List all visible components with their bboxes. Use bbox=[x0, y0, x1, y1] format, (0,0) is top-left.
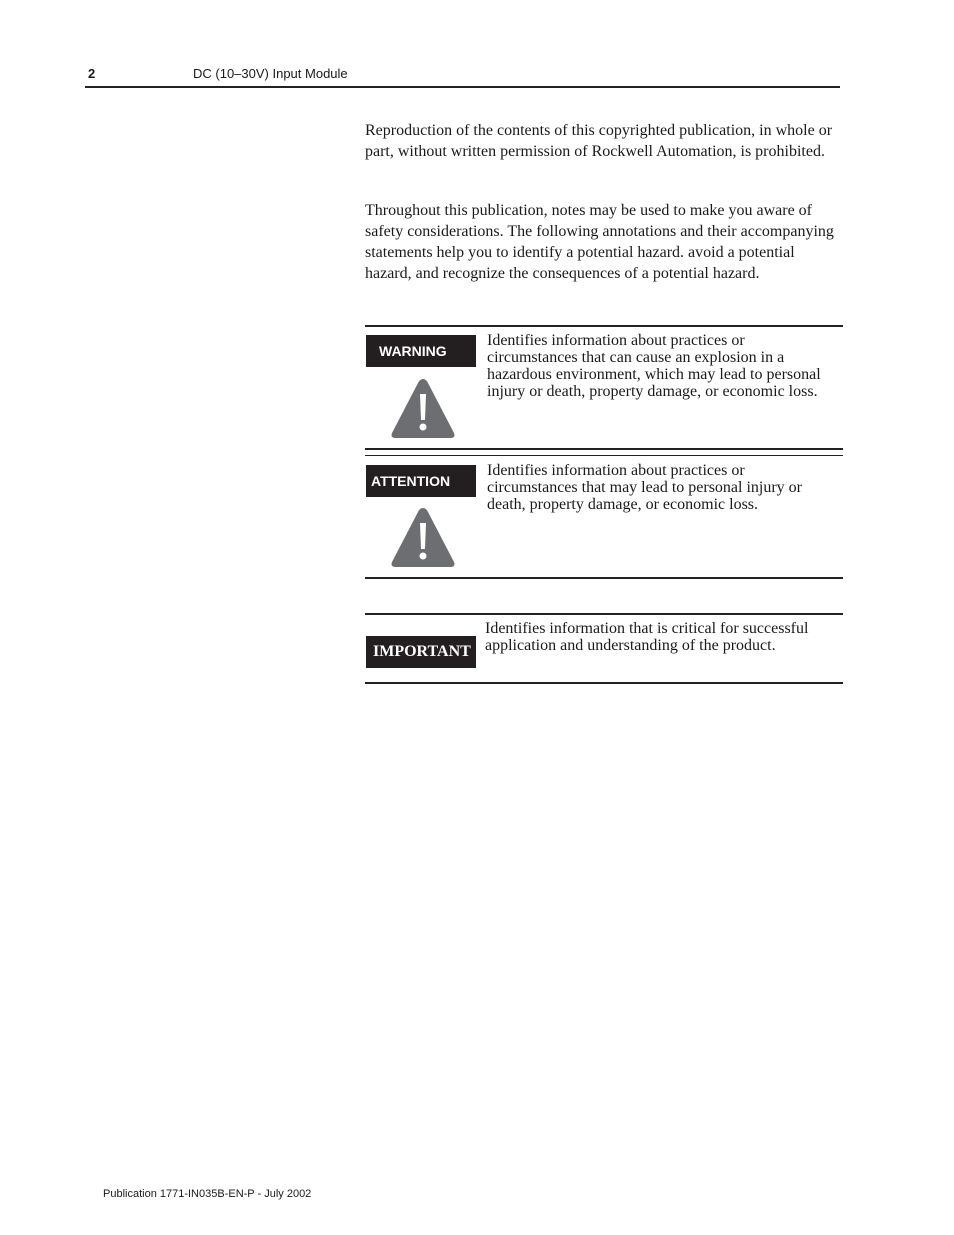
attention-description: Identifies information about practices or circumstances that may lead to personal injury or death, property damage, or economic loss. bbox=[487, 462, 803, 513]
attention-top-rule bbox=[365, 455, 843, 456]
warning-description: Identifies information about practices or circumstances that can cause an explosion in a hazardous environment, which may lead to personal injury or death, property damage, or economic loss. bbox=[487, 332, 821, 400]
important-description: Identifies information that is critical for successful application and understanding of the product. bbox=[485, 620, 809, 654]
important-top-rule bbox=[365, 613, 843, 615]
page-header bbox=[85, 66, 840, 88]
attention-label: ATTENTION bbox=[366, 465, 476, 497]
attention-bottom-rule bbox=[365, 577, 843, 579]
warning-bottom-rule bbox=[365, 448, 843, 450]
warning-top-rule bbox=[365, 325, 843, 327]
running-title: DC (10–30V) Input Module bbox=[193, 66, 348, 81]
warning-label: WARNING bbox=[366, 335, 476, 367]
hazard-triangle-icon bbox=[390, 505, 456, 569]
hazard-triangle-icon bbox=[390, 376, 456, 440]
page-number: 2 bbox=[88, 66, 96, 81]
important-bottom-rule bbox=[365, 682, 843, 684]
publication-footer: Publication 1771-IN035B-EN-P - July 2002 bbox=[103, 1188, 312, 1200]
copyright-paragraph: Reproduction of the contents of this copyrighted publication, in whole or part, without written permission of Rockwell Automation, is prohibited. bbox=[365, 122, 833, 160]
important-label: IMPORTANT bbox=[366, 636, 476, 668]
safety-intro-paragraph: Throughout this publication, notes may be used to make you aware of safety considerations. The following annotations and their accompanying statements help you to identify a potential hazard. avoid a potential hazard, and recognize the consequences of a potential hazard. bbox=[365, 202, 834, 282]
